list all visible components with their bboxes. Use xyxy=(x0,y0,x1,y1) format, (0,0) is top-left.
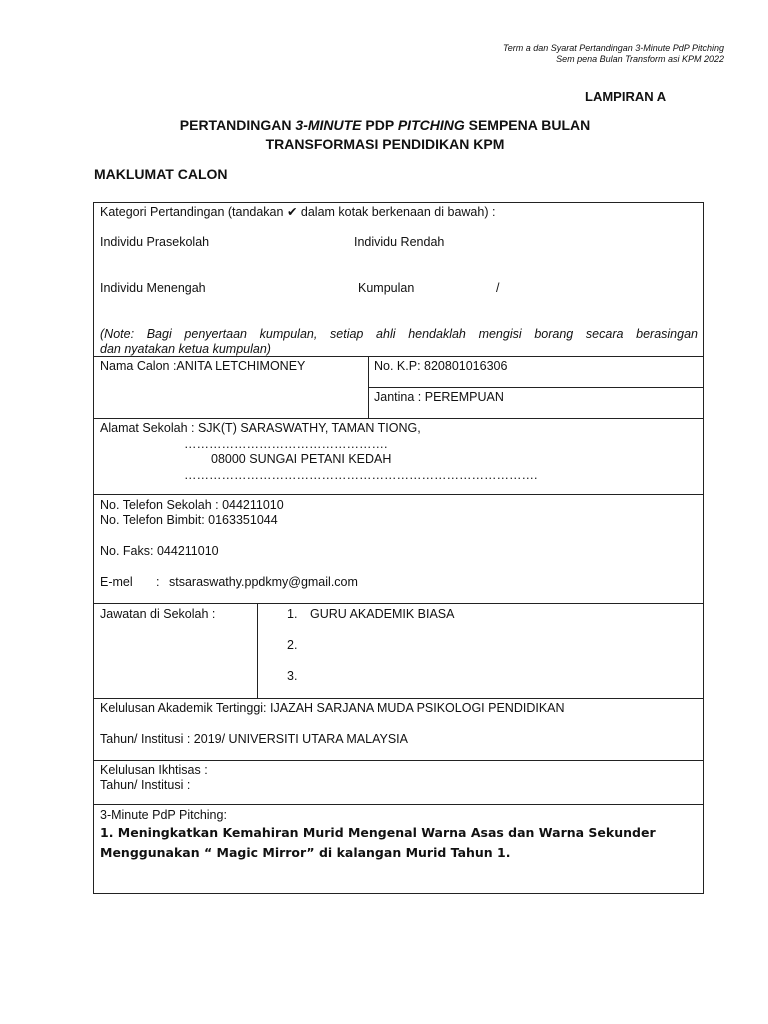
candidate-ic-number[interactable]: No. K.P: 820801016306 xyxy=(374,359,508,373)
attachment-label: LAMPIRAN A xyxy=(585,89,667,104)
position-item-number: 3. xyxy=(287,669,298,683)
header-terms-line: Term a dan Syarat Pertandingan 3-Minute PdP Pitching xyxy=(503,43,724,53)
professional-year-institution[interactable]: Tahun/ Institusi : xyxy=(100,778,191,792)
title-part-italic: PITCHING xyxy=(397,117,465,133)
category-option-secondary[interactable]: Individu Menengah xyxy=(100,281,206,295)
row-divider xyxy=(94,698,703,699)
checkmark-slash: / xyxy=(496,281,500,295)
column-divider xyxy=(368,356,369,419)
email-value[interactable]: stsaraswathy.ppdkmy@gmail.com xyxy=(169,575,358,589)
position-label: Jawatan di Sekolah : xyxy=(100,607,216,621)
column-divider xyxy=(257,603,258,699)
category-option-group[interactable]: Kumpulan xyxy=(358,281,415,295)
document-title-line2: TRANSFORMASI PENDIDIKAN KPM xyxy=(265,136,505,152)
row-divider xyxy=(94,494,703,495)
header-event-line: Sem pena Bulan Transform asi KPM 2022 xyxy=(556,54,724,64)
row-divider xyxy=(94,804,703,805)
section-title: MAKLUMAT CALON xyxy=(94,166,228,182)
candidate-name[interactable]: Nama Calon :ANITA LETCHIMONEY xyxy=(100,359,306,373)
note-line: (Note: Bagi penyertaan kumpulan, setiap ahli hendaklah mengisi borang secara berasingan xyxy=(100,327,698,341)
academic-qualification[interactable]: Kelulusan Akademik Tertinggi: IJAZAH SARJANA MUDA PSIKOLOGI PENDIDIKAN xyxy=(100,701,565,715)
fax-number[interactable]: No. Faks: 044211010 xyxy=(100,544,219,558)
candidate-form xyxy=(93,202,704,894)
category-heading: Kategori Pertandingan (tandakan ✔ dalam kotak berkenaan di bawah) : xyxy=(100,205,496,219)
title-part: PERTANDINGAN xyxy=(179,117,296,133)
title-part-italic: 3-MINUTE xyxy=(295,117,362,133)
email-label: E-mel xyxy=(100,575,133,589)
candidate-gender[interactable]: Jantina : PEREMPUAN xyxy=(374,390,504,404)
address-dots: …………………………………………. xyxy=(184,437,388,451)
row-divider xyxy=(94,418,703,419)
address-dots: …………………………………………………………………………. xyxy=(184,468,538,482)
school-address-line1[interactable]: Alamat Sekolah : SJK(T) SARASWATHY, TAMAN TIONG, xyxy=(100,421,421,435)
pitching-label: 3-Minute PdP Pitching: xyxy=(100,808,227,822)
group-entry-note xyxy=(100,327,698,357)
school-phone[interactable]: No. Telefon Sekolah : 044211010 xyxy=(100,498,284,512)
row-divider xyxy=(368,387,703,388)
category-option-primary[interactable]: Individu Rendah xyxy=(354,235,445,249)
title-part: SEMPENA BULAN xyxy=(464,117,591,133)
title-part: PDP xyxy=(361,117,398,133)
position-item-number: 1. xyxy=(287,607,298,621)
row-divider xyxy=(94,603,703,604)
position-item-1[interactable]: GURU AKADEMIK BIASA xyxy=(310,607,455,621)
row-divider xyxy=(94,760,703,761)
school-address-line2[interactable]: 08000 SUNGAI PETANI KEDAH xyxy=(211,452,392,466)
position-item-number: 2. xyxy=(287,638,298,652)
professional-qualification[interactable]: Kelulusan Ikhtisas : xyxy=(100,763,208,777)
category-option-preschool[interactable]: Individu Prasekolah xyxy=(100,235,210,249)
document-title-line1 xyxy=(60,117,710,133)
email-separator: : xyxy=(156,575,160,589)
mobile-phone[interactable]: No. Telefon Bimbit: 0163351044 xyxy=(100,513,278,527)
pitching-title[interactable]: 1. Meningkatkan Kemahiran Murid Mengenal Warna Asas dan Warna Sekunder Menggunakan “ Magic Mirror” di kalangan Murid Tahun 1. xyxy=(100,825,656,860)
note-line: dan nyatakan ketua kumpulan) xyxy=(100,342,271,356)
academic-year-institution[interactable]: Tahun/ Institusi : 2019/ UNIVERSITI UTARA MALAYSIA xyxy=(100,732,408,746)
